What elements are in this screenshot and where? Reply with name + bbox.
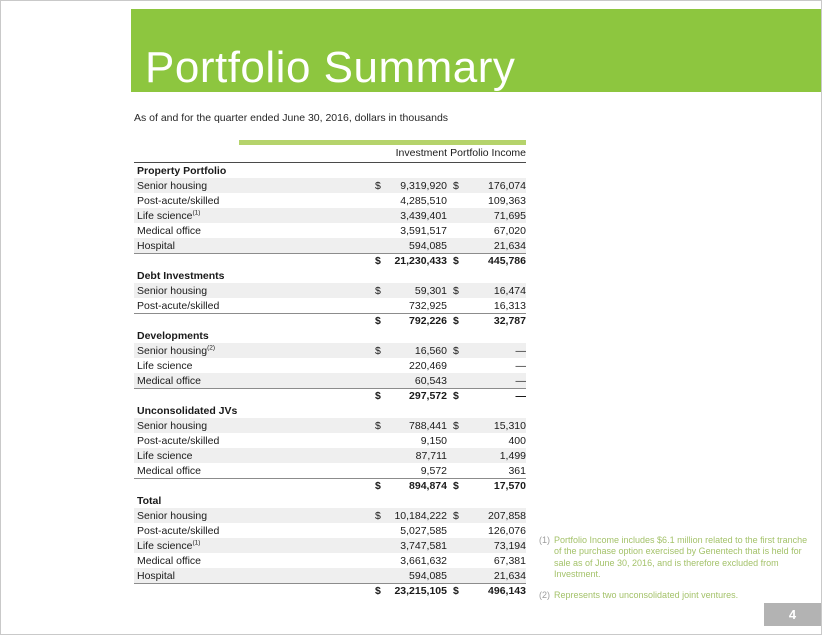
row-label: [134, 510, 375, 522]
header-band: [131, 9, 821, 92]
total-income-value: —: [515, 390, 526, 402]
dollar-sign: $: [453, 315, 459, 327]
row-label: [134, 435, 375, 447]
dollar-sign: $: [375, 315, 381, 327]
income-value: 15,310: [493, 419, 526, 432]
portfolio-table: [134, 140, 526, 598]
table-row: [134, 283, 526, 298]
table-header-row: [134, 145, 526, 163]
row-label: [134, 285, 375, 297]
subtitle: As of and for the quarter ended June 30, 2016, dollars in thousands: [134, 112, 449, 124]
investment-value: 9,319,920: [400, 179, 447, 192]
total-income-value: 32,787: [493, 315, 526, 327]
footnote-ref: (2): [207, 344, 216, 351]
section-total-row: [134, 583, 526, 598]
dollar-sign: $: [453, 390, 459, 402]
section-title: Debt Investments: [137, 269, 225, 282]
total-investment-value: 21,230,433: [394, 255, 447, 267]
table-row: [134, 568, 526, 583]
investment-value: 4,285,510: [400, 194, 447, 207]
page-title: Portfolio Summary: [145, 43, 516, 92]
row-label-text: Post-acute/skilled: [137, 524, 220, 537]
income-value: 73,194: [493, 539, 526, 552]
investment-value: 3,747,581: [400, 539, 447, 552]
footnote-ref: (1): [192, 539, 201, 546]
section-header-row: [134, 268, 526, 283]
row-label-text: Senior housing: [137, 284, 208, 297]
row-label-text: Post-acute/skilled: [137, 299, 220, 312]
portfolio-table-body: [134, 163, 526, 598]
dollar-sign: $: [375, 179, 381, 192]
row-label: [134, 540, 375, 552]
dollar-sign: $: [375, 284, 381, 297]
table-row: [134, 463, 526, 478]
row-label: [134, 360, 375, 372]
column-header-investment: Investment: [395, 147, 447, 159]
table-row: [134, 418, 526, 433]
section-title: Total: [137, 494, 162, 507]
total-income-value: 445,786: [488, 255, 526, 267]
section-title: Unconsolidated JVs: [137, 404, 238, 417]
section-header-row: [134, 493, 526, 508]
column-header-portfolio-income: Portfolio Income: [450, 147, 526, 159]
investment-value: 594,085: [409, 239, 447, 252]
investment-value: 594,085: [409, 569, 447, 582]
income-value: 1,499: [499, 449, 526, 462]
dollar-sign: $: [453, 509, 459, 522]
investment-value: 3,661,632: [400, 554, 447, 567]
income-value: 126,076: [488, 524, 526, 537]
footnote-marker: (1): [539, 535, 550, 545]
section-header-row: [134, 403, 526, 418]
table-row: [134, 508, 526, 523]
dollar-sign: $: [375, 419, 381, 432]
dollar-sign: $: [375, 585, 381, 597]
income-value: 207,858: [488, 509, 526, 522]
footnote-text: Represents two unconsolidated joint ventures.: [554, 590, 739, 600]
row-label-text: Hospital: [137, 569, 175, 582]
dollar-sign: $: [453, 255, 459, 267]
row-label: [134, 450, 375, 462]
footnote-1: [539, 535, 817, 580]
investment-value: 3,439,401: [400, 209, 447, 222]
income-value: 67,381: [493, 554, 526, 567]
row-label: [134, 240, 375, 252]
row-label-text: Medical office: [137, 554, 202, 567]
dollar-sign: $: [453, 344, 459, 357]
income-value: 71,695: [493, 209, 526, 222]
table-row: [134, 538, 526, 553]
section-header-row: [134, 328, 526, 343]
income-value: —: [515, 359, 526, 372]
row-label: [134, 225, 375, 237]
row-label-text: Life science: [137, 539, 193, 552]
table-row: [134, 178, 526, 193]
dollar-sign: $: [453, 585, 459, 597]
income-value: —: [515, 374, 526, 387]
dollar-sign: $: [375, 509, 381, 522]
table-row: [134, 553, 526, 568]
section-total-row: [134, 253, 526, 268]
table-row: [134, 373, 526, 388]
table-row: [134, 358, 526, 373]
row-label-text: Life science: [137, 359, 193, 372]
row-label: [134, 570, 375, 582]
dollar-sign: $: [453, 179, 459, 192]
row-label-text: Medical office: [137, 374, 202, 387]
row-label: [134, 375, 375, 387]
income-value: 16,313: [493, 299, 526, 312]
investment-value: 59,301: [414, 284, 447, 297]
total-investment-value: 792,226: [409, 315, 447, 327]
section-title: Developments: [137, 329, 209, 342]
table-row: [134, 448, 526, 463]
investment-value: 10,184,222: [394, 509, 447, 522]
income-value: 176,074: [488, 179, 526, 192]
investment-value: 788,441: [409, 419, 447, 432]
dollar-sign: $: [375, 255, 381, 267]
table-row: [134, 343, 526, 358]
section-total-row: [134, 478, 526, 493]
row-label: [134, 180, 375, 192]
table-row: [134, 238, 526, 253]
row-label-text: Life science: [137, 449, 193, 462]
section-header-row: [134, 163, 526, 178]
total-investment-value: 23,215,105: [394, 585, 447, 597]
income-value: 109,363: [488, 194, 526, 207]
row-label-text: Senior housing: [137, 179, 208, 192]
dollar-sign: $: [375, 390, 381, 402]
income-value: 21,634: [493, 569, 526, 582]
footnote-marker: (2): [539, 590, 550, 600]
row-label-text: Post-acute/skilled: [137, 194, 220, 207]
income-value: 21,634: [493, 239, 526, 252]
section-title: Property Portfolio: [137, 164, 227, 177]
row-label-text: Post-acute/skilled: [137, 434, 220, 447]
section-total-row: [134, 388, 526, 403]
row-label-text: Hospital: [137, 239, 175, 252]
investment-value: 60,543: [414, 374, 447, 387]
row-label-text: Senior housing: [137, 419, 208, 432]
row-label: [134, 525, 375, 537]
page-number: 4: [764, 603, 821, 626]
row-label: [134, 210, 375, 222]
income-value: 361: [508, 464, 526, 477]
dollar-sign: $: [453, 480, 459, 492]
total-investment-value: 894,874: [409, 480, 447, 492]
investment-value: 16,560: [414, 344, 447, 357]
footnote-2: [539, 590, 817, 601]
total-income-value: 496,143: [488, 585, 526, 597]
table-row: [134, 298, 526, 313]
row-label: [134, 300, 375, 312]
dollar-sign: $: [375, 344, 381, 357]
dollar-sign: $: [453, 284, 459, 297]
investment-value: 87,711: [415, 449, 447, 462]
income-value: 400: [508, 434, 526, 447]
income-value: —: [515, 344, 526, 357]
footnotes: [539, 535, 817, 611]
total-investment-value: 297,572: [409, 390, 447, 402]
income-value: 67,020: [493, 224, 526, 237]
investment-value: 732,925: [409, 299, 447, 312]
dollar-sign: $: [453, 419, 459, 432]
footnote-text: Portfolio Income includes $6.1 million related to the first tranche of the purchase option exercised by Genentech that is held for sale as of June 30, 2016, and is therefore excluded from Investment.: [554, 535, 808, 579]
investment-value: 3,591,517: [400, 224, 447, 237]
row-label: [134, 465, 375, 477]
income-value: 16,474: [493, 284, 526, 297]
row-label-text: Life science: [137, 209, 193, 222]
section-total-row: [134, 313, 526, 328]
table-row: [134, 208, 526, 223]
total-income-value: 17,570: [493, 480, 526, 492]
investment-value: 9,572: [420, 464, 447, 477]
investment-value: 9,150: [420, 434, 447, 447]
footnote-ref: (1): [192, 209, 201, 216]
row-label: [134, 345, 375, 357]
table-row: [134, 523, 526, 538]
row-label-text: Senior housing: [137, 344, 208, 357]
row-label-text: Medical office: [137, 464, 202, 477]
investment-value: 5,027,585: [400, 524, 447, 537]
row-label: [134, 420, 375, 432]
table-row: [134, 433, 526, 448]
table-row: [134, 193, 526, 208]
row-label-text: Medical office: [137, 224, 202, 237]
row-label: [134, 195, 375, 207]
dollar-sign: $: [375, 480, 381, 492]
investment-value: 220,469: [409, 359, 447, 372]
row-label-text: Senior housing: [137, 509, 208, 522]
row-label: [134, 555, 375, 567]
table-row: [134, 223, 526, 238]
